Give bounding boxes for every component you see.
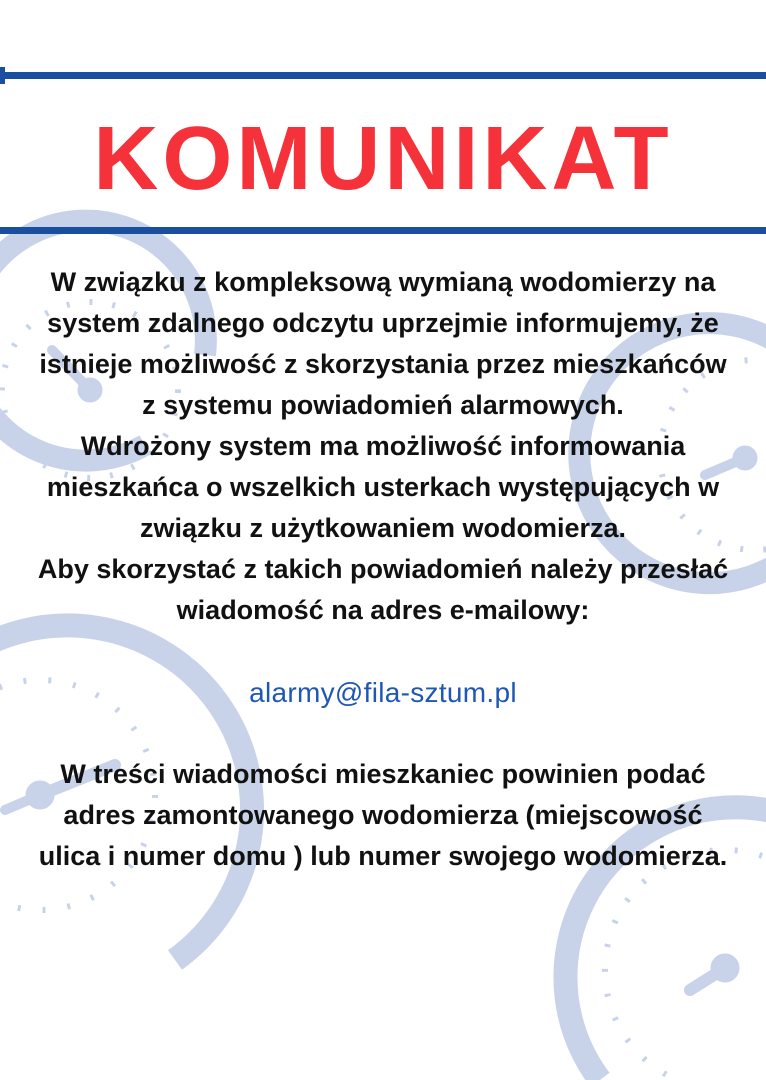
paragraph-closing: W treści wiadomości mieszkaniec powinien podać adres zamontowanego wodomierza (miejscowość ulica i numer domu ) lub numer swojego wodomierza. <box>38 759 728 871</box>
paragraph-system: Wdrożony system ma możliwość informowania mieszkańca o wszelkich usterkach występujących w związku z użytkowaniem wodomierza. <box>46 431 720 543</box>
paragraph-intro: W związku z kompleksową wymianą wodomierzy na system zdalnego odczytu uprzejmie informujemy, że istnieje możliwość z skorzystania przez mieszkańców z systemu powiadomień alarmowych. <box>39 267 727 420</box>
top-rule <box>0 72 766 79</box>
announcement-body <box>30 262 736 877</box>
headline-title: KOMUNIKAT <box>93 109 673 209</box>
bottom-rule <box>0 227 766 234</box>
email-link[interactable]: alarmy@fila-sztum.pl <box>249 677 517 708</box>
paragraph-instructions: Aby skorzystać z takich powiadomień należy przesłać wiadomość na adres e-mailowy: <box>37 554 729 625</box>
